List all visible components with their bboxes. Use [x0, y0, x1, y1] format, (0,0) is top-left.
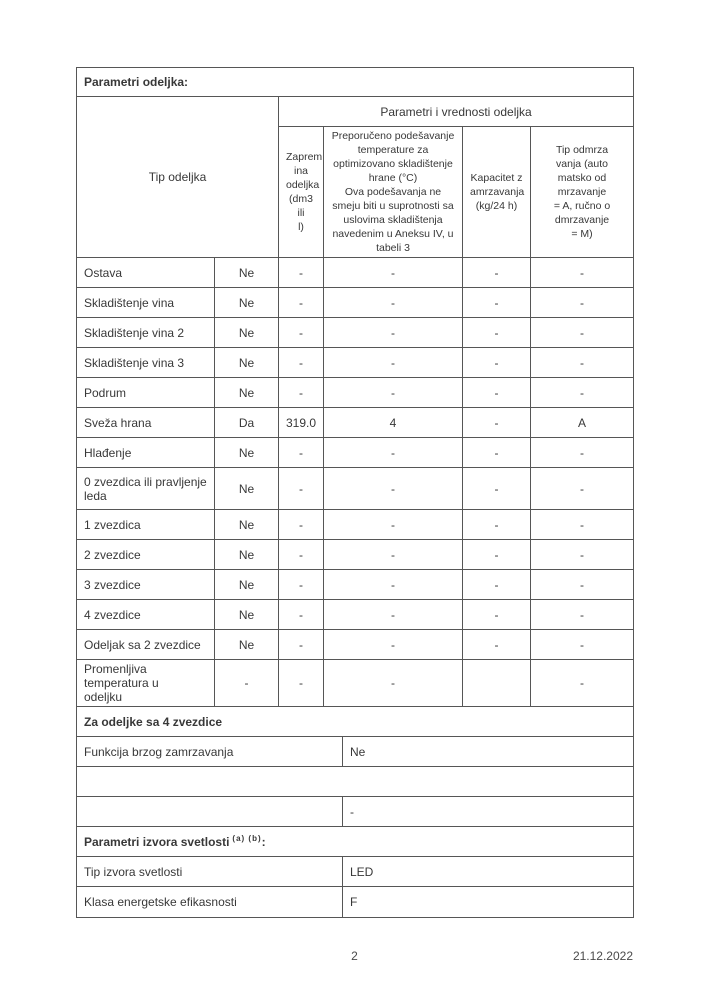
header-compartment-type: Tip odeljka	[77, 97, 279, 258]
compartment-present: Ne	[215, 510, 279, 540]
table-row	[77, 408, 634, 438]
compartment-volume: -	[279, 348, 324, 378]
header-defrost-type: Tip odmrza vanja (auto matsko od mrzavanje = A, ručno o dmrzavanje = M)	[531, 127, 634, 258]
table-row	[77, 468, 634, 510]
compartment-capacity	[463, 660, 531, 707]
compartment-name: 1 zvezdica	[77, 510, 215, 540]
compartment-capacity: -	[463, 510, 531, 540]
compartment-name: Hlađenje	[77, 438, 215, 468]
compartment-name: Sveža hrana	[77, 408, 215, 438]
compartment-volume: -	[279, 438, 324, 468]
compartment-present: Ne	[215, 540, 279, 570]
compartment-volume: -	[279, 570, 324, 600]
compartment-name: Odeljak sa 2 zvezdice	[77, 630, 215, 660]
compartment-volume: -	[279, 660, 324, 707]
compartment-defrost: -	[531, 540, 634, 570]
compartment-name: Promenljiva temperatura u odeljku	[77, 660, 215, 707]
compartment-volume: -	[279, 378, 324, 408]
compartment-defrost: -	[531, 258, 634, 288]
table-row	[77, 570, 634, 600]
compartment-present: Ne	[215, 468, 279, 510]
light-type-row	[77, 857, 634, 887]
compartment-name: Skladištenje vina	[77, 288, 215, 318]
light-title-colon: :	[261, 834, 266, 849]
compartment-defrost: -	[531, 600, 634, 630]
fast-freeze-row	[77, 737, 634, 767]
compartment-volume: -	[279, 318, 324, 348]
header-freezing-capacity: Kapacitet z amrzavanja (kg/24 h)	[463, 127, 531, 258]
compartment-temp: -	[324, 288, 463, 318]
four-star-section-title: Za odeljke sa 4 zvezdice	[77, 707, 634, 737]
compartment-temp: -	[324, 378, 463, 408]
compartment-volume: -	[279, 288, 324, 318]
page-footer	[76, 949, 633, 965]
light-class-row	[77, 887, 634, 918]
table-row	[77, 438, 634, 468]
compartment-defrost: -	[531, 630, 634, 660]
compartment-present: Ne	[215, 630, 279, 660]
extra-label	[77, 797, 343, 827]
compartment-volume: -	[279, 258, 324, 288]
compartment-name: 0 zvezdica ili pravljenje leda	[77, 468, 215, 510]
extra-value: -	[343, 797, 634, 827]
compartment-present: Da	[215, 408, 279, 438]
light-class-label: Klasa energetske efikasnosti	[77, 887, 343, 918]
table-title-row	[77, 68, 634, 97]
compartment-capacity: -	[463, 408, 531, 438]
compartment-present: Ne	[215, 348, 279, 378]
compartment-volume: -	[279, 630, 324, 660]
table-row	[77, 318, 634, 348]
light-section-title	[77, 827, 634, 857]
light-type-label: Tip izvora svetlosti	[77, 857, 343, 887]
fast-freeze-value: Ne	[343, 737, 634, 767]
compartment-temp: -	[324, 348, 463, 378]
compartment-present: Ne	[215, 570, 279, 600]
table-row	[77, 510, 634, 540]
compartment-name: Skladištenje vina 3	[77, 348, 215, 378]
light-class-value: F	[343, 887, 634, 918]
table-row	[77, 378, 634, 408]
header-group-row	[77, 97, 634, 127]
compartment-temp: -	[324, 510, 463, 540]
compartment-temp: -	[324, 318, 463, 348]
extra-value-row	[77, 797, 634, 827]
compartment-capacity: -	[463, 540, 531, 570]
compartment-defrost: -	[531, 660, 634, 707]
light-type-value: LED	[343, 857, 634, 887]
compartment-present: Ne	[215, 600, 279, 630]
compartment-capacity: -	[463, 570, 531, 600]
compartment-defrost: -	[531, 378, 634, 408]
compartment-defrost: A	[531, 408, 634, 438]
compartment-defrost: -	[531, 318, 634, 348]
compartment-capacity: -	[463, 258, 531, 288]
table-title: Parametri odeljka:	[77, 68, 634, 97]
light-title-text: Parametri izvora svetlosti	[84, 834, 230, 849]
light-title-footnotes: (a) (b)	[232, 833, 262, 843]
compartment-defrost: -	[531, 288, 634, 318]
compartment-name: Skladištenje vina 2	[77, 318, 215, 348]
light-title-row	[77, 827, 634, 857]
compartment-temp: -	[324, 660, 463, 707]
compartment-defrost: -	[531, 570, 634, 600]
compartment-present: Ne	[215, 288, 279, 318]
header-volume: Zaprem ina odeljka (dm3 ili l)	[279, 127, 324, 258]
empty-cell	[77, 767, 634, 797]
empty-row	[77, 767, 634, 797]
compartment-name: Ostava	[77, 258, 215, 288]
table-row	[77, 600, 634, 630]
compartment-capacity: -	[463, 348, 531, 378]
header-temperature: Preporučeno podešavanje temperature za optimizovano skladištenje hrane (°C) Ova podešavanja ne smeju biti u suprotnosti sa uslovima skladištenja navedenim u Aneksu IV, u tabeli 3	[324, 127, 463, 258]
compartment-defrost: -	[531, 468, 634, 510]
compartment-temp: -	[324, 438, 463, 468]
table-row	[77, 288, 634, 318]
compartment-volume: -	[279, 468, 324, 510]
fast-freeze-label: Funkcija brzog zamrzavanja	[77, 737, 343, 767]
compartment-capacity: -	[463, 600, 531, 630]
four-star-title-row	[77, 707, 634, 737]
compartment-defrost: -	[531, 510, 634, 540]
compartment-volume: -	[279, 510, 324, 540]
compartment-present: Ne	[215, 318, 279, 348]
compartment-capacity: -	[463, 318, 531, 348]
compartment-name: 2 zvezdice	[77, 540, 215, 570]
compartment-volume: 319.0	[279, 408, 324, 438]
compartment-temp: 4	[324, 408, 463, 438]
compartment-capacity: -	[463, 438, 531, 468]
table-row	[77, 348, 634, 378]
compartment-volume: -	[279, 540, 324, 570]
header-group-label: Parametri i vrednosti odeljka	[279, 97, 634, 127]
compartment-volume: -	[279, 600, 324, 630]
compartment-defrost: -	[531, 438, 634, 468]
compartment-name: 4 zvezdice	[77, 600, 215, 630]
compartment-present: Ne	[215, 438, 279, 468]
compartment-temp: -	[324, 600, 463, 630]
table-row	[77, 540, 634, 570]
compartment-capacity: -	[463, 378, 531, 408]
compartment-temp: -	[324, 570, 463, 600]
compartment-present: Ne	[215, 378, 279, 408]
table-row	[77, 660, 634, 707]
footer-date: 21.12.2022	[572, 949, 633, 963]
page-number: 2	[351, 949, 358, 963]
compartment-name: Podrum	[77, 378, 215, 408]
compartment-temp: -	[324, 468, 463, 510]
compartment-capacity: -	[463, 630, 531, 660]
compartment-temp: -	[324, 630, 463, 660]
compartment-name: 3 zvezdice	[77, 570, 215, 600]
compartment-temp: -	[324, 258, 463, 288]
compartment-temp: -	[324, 540, 463, 570]
compartment-present: Ne	[215, 258, 279, 288]
compartment-capacity: -	[463, 288, 531, 318]
compartment-parameters-table	[76, 67, 634, 918]
table-row	[77, 630, 634, 660]
compartment-present: -	[215, 660, 279, 707]
compartment-defrost: -	[531, 348, 634, 378]
table-row	[77, 258, 634, 288]
compartment-capacity: -	[463, 468, 531, 510]
